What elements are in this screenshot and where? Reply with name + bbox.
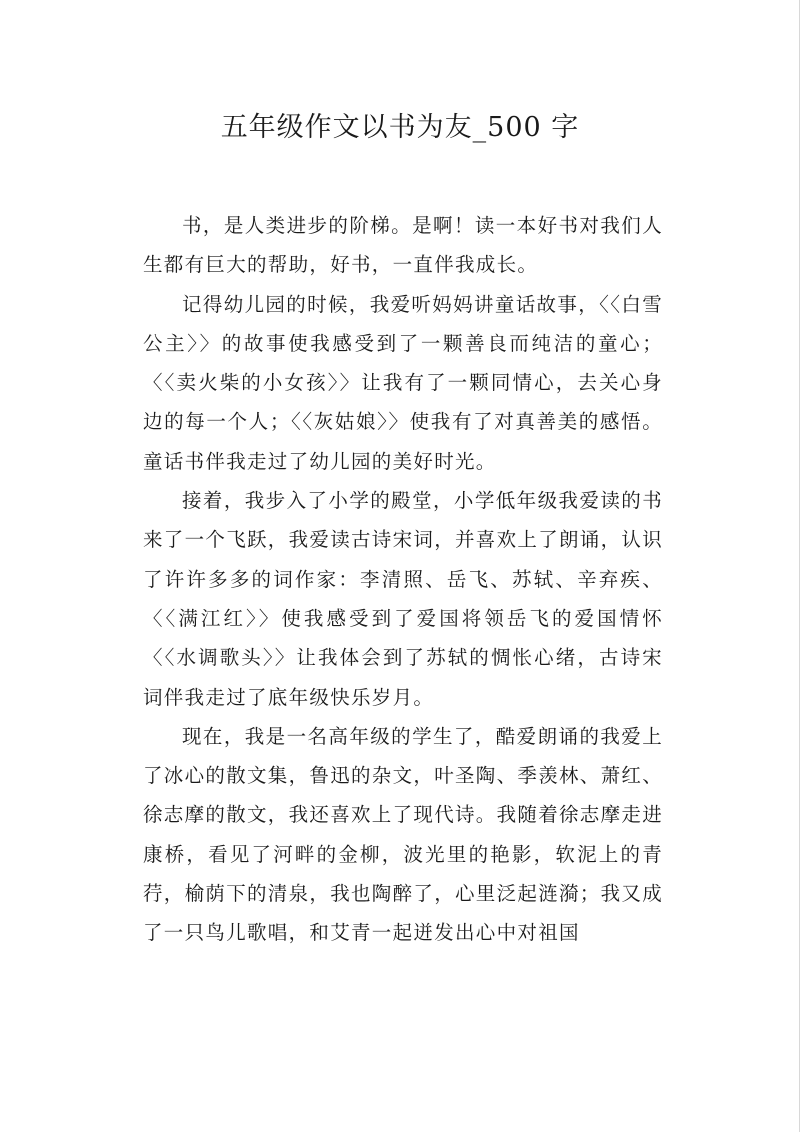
paragraph-4: 现在，我是一名高年级的学生了，酷爱朗诵的我爱上了冰心的散文集，鲁迅的杂文，叶圣陶、季羡林、萧红、徐志摩的散文，我还喜欢上了现代诗。我随着徐志摩走进康桥，看见了河畔的金柳，波光里的艳影，软泥上的青荇，榆荫下的清泉，我也陶醉了，心里泛起涟漪；我又成了一只鸟儿歌唱，和艾青一起迸发出心中对祖国 xyxy=(143,724,664,945)
paragraph-3: 接着，我步入了小学的殿堂，小学低年级我爱读的书来了一个飞跃，我爱读古诗宋词，并喜欢上了朗诵，认识了许许多多的词作家：李清照、岳飞、苏轼、辛弃疾、〈〈满江红〉〉使我感受到了爱国将领岳飞的爱国情怀〈〈水调歌头〉〉让我体会到了苏轼的惆怅心绪，古诗宋词伴我走过了底年级快乐岁月。 xyxy=(143,489,664,709)
paragraph-2: 记得幼儿园的时候，我爱听妈妈讲童话故事，〈〈白雪公主〉〉的故事使我感受到了一颗善良而纯洁的童心；〈〈卖火柴的小女孩〉〉让我有了一颗同情心，去关心身边的每一个人；〈〈灰姑娘〉〉使我有了对真善美的感悟。童话书伴我走过了幼儿园的美好时光。 xyxy=(143,292,663,473)
document-body xyxy=(143,206,663,953)
document-title: 五年级作文以书为友_500 字 xyxy=(220,112,580,143)
paragraph-1: 书，是人类进步的阶梯。是啊！读一本好书对我们人生都有巨大的帮助，好书，一直伴我成长。 xyxy=(143,214,663,277)
